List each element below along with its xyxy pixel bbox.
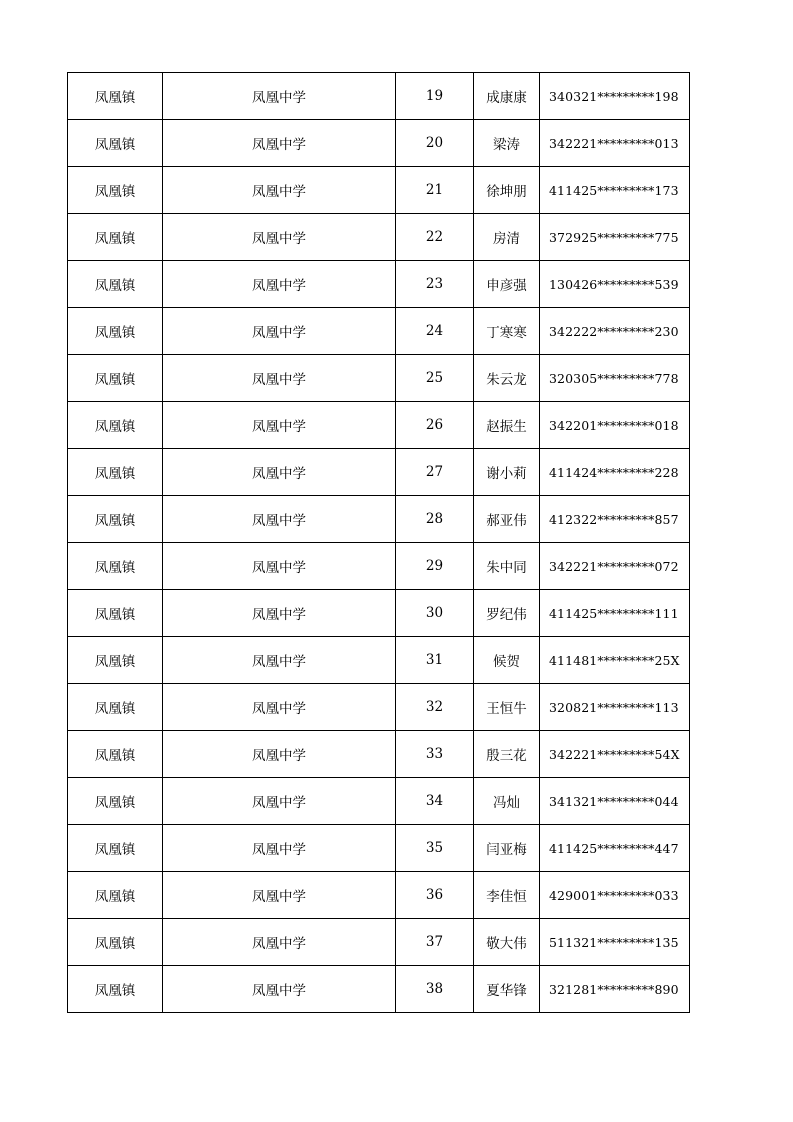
name-cell: 朱中同 xyxy=(474,543,540,590)
school-cell: 凤凰中学 xyxy=(163,214,396,261)
school-cell: 凤凰中学 xyxy=(163,402,396,449)
name-cell: 殷三花 xyxy=(474,731,540,778)
number-cell: 20 xyxy=(396,120,474,167)
town-cell: 凤凰镇 xyxy=(68,402,163,449)
number-cell: 19 xyxy=(396,73,474,120)
school-cell: 凤凰中学 xyxy=(163,966,396,1013)
school-cell: 凤凰中学 xyxy=(163,120,396,167)
school-cell: 凤凰中学 xyxy=(163,543,396,590)
table-row xyxy=(68,778,690,825)
school-cell: 凤凰中学 xyxy=(163,872,396,919)
number-cell: 26 xyxy=(396,402,474,449)
name-cell: 房清 xyxy=(474,214,540,261)
town-cell: 凤凰镇 xyxy=(68,731,163,778)
school-cell: 凤凰中学 xyxy=(163,684,396,731)
table-row xyxy=(68,308,690,355)
id-number-cell: 372925*********775 xyxy=(540,214,690,261)
name-cell: 梁涛 xyxy=(474,120,540,167)
number-cell: 34 xyxy=(396,778,474,825)
id-number-cell: 320821*********113 xyxy=(540,684,690,731)
name-cell: 谢小莉 xyxy=(474,449,540,496)
name-cell: 冯灿 xyxy=(474,778,540,825)
name-cell: 成康康 xyxy=(474,73,540,120)
name-cell: 罗纪伟 xyxy=(474,590,540,637)
table-row xyxy=(68,590,690,637)
number-cell: 30 xyxy=(396,590,474,637)
table-row xyxy=(68,261,690,308)
id-number-cell: 411481*********25X xyxy=(540,637,690,684)
school-cell: 凤凰中学 xyxy=(163,825,396,872)
name-cell: 夏华锋 xyxy=(474,966,540,1013)
id-number-cell: 511321*********135 xyxy=(540,919,690,966)
name-cell: 丁寒寒 xyxy=(474,308,540,355)
town-cell: 凤凰镇 xyxy=(68,590,163,637)
name-cell: 赵振生 xyxy=(474,402,540,449)
table-row xyxy=(68,167,690,214)
number-cell: 23 xyxy=(396,261,474,308)
id-number-cell: 412322*********857 xyxy=(540,496,690,543)
school-cell: 凤凰中学 xyxy=(163,590,396,637)
table-row xyxy=(68,637,690,684)
number-cell: 22 xyxy=(396,214,474,261)
school-cell: 凤凰中学 xyxy=(163,355,396,402)
name-cell: 申彦强 xyxy=(474,261,540,308)
number-cell: 24 xyxy=(396,308,474,355)
number-cell: 27 xyxy=(396,449,474,496)
table-row xyxy=(68,402,690,449)
table-row xyxy=(68,449,690,496)
id-number-cell: 130426*********539 xyxy=(540,261,690,308)
number-cell: 25 xyxy=(396,355,474,402)
id-number-cell: 340321*********198 xyxy=(540,73,690,120)
id-number-cell: 429001*********033 xyxy=(540,872,690,919)
number-cell: 29 xyxy=(396,543,474,590)
table-row xyxy=(68,966,690,1013)
number-cell: 31 xyxy=(396,637,474,684)
town-cell: 凤凰镇 xyxy=(68,496,163,543)
number-cell: 28 xyxy=(396,496,474,543)
name-cell: 李佳恒 xyxy=(474,872,540,919)
name-cell: 徐坤朋 xyxy=(474,167,540,214)
number-cell: 33 xyxy=(396,731,474,778)
id-number-cell: 342221*********54X xyxy=(540,731,690,778)
town-cell: 凤凰镇 xyxy=(68,872,163,919)
school-cell: 凤凰中学 xyxy=(163,637,396,684)
school-cell: 凤凰中学 xyxy=(163,449,396,496)
id-number-cell: 342222*********230 xyxy=(540,308,690,355)
table-row xyxy=(68,684,690,731)
name-cell: 王恒牛 xyxy=(474,684,540,731)
table-row xyxy=(68,731,690,778)
name-cell: 郝亚伟 xyxy=(474,496,540,543)
table-row xyxy=(68,120,690,167)
table-row xyxy=(68,543,690,590)
school-cell: 凤凰中学 xyxy=(163,308,396,355)
id-number-cell: 411424*********228 xyxy=(540,449,690,496)
id-number-cell: 411425*********173 xyxy=(540,167,690,214)
id-number-cell: 320305*********778 xyxy=(540,355,690,402)
town-cell: 凤凰镇 xyxy=(68,167,163,214)
name-cell: 闫亚梅 xyxy=(474,825,540,872)
school-cell: 凤凰中学 xyxy=(163,919,396,966)
town-cell: 凤凰镇 xyxy=(68,919,163,966)
name-cell: 候贺 xyxy=(474,637,540,684)
town-cell: 凤凰镇 xyxy=(68,449,163,496)
id-number-cell: 342221*********013 xyxy=(540,120,690,167)
table-row xyxy=(68,872,690,919)
table-row xyxy=(68,73,690,120)
school-cell: 凤凰中学 xyxy=(163,496,396,543)
roster-table xyxy=(67,72,690,1013)
id-number-cell: 411425*********111 xyxy=(540,590,690,637)
number-cell: 21 xyxy=(396,167,474,214)
school-cell: 凤凰中学 xyxy=(163,73,396,120)
town-cell: 凤凰镇 xyxy=(68,73,163,120)
table-row xyxy=(68,919,690,966)
town-cell: 凤凰镇 xyxy=(68,825,163,872)
table-row xyxy=(68,825,690,872)
number-cell: 37 xyxy=(396,919,474,966)
school-cell: 凤凰中学 xyxy=(163,167,396,214)
id-number-cell: 341321*********044 xyxy=(540,778,690,825)
id-number-cell: 342221*********072 xyxy=(540,543,690,590)
town-cell: 凤凰镇 xyxy=(68,261,163,308)
name-cell: 敬大伟 xyxy=(474,919,540,966)
town-cell: 凤凰镇 xyxy=(68,355,163,402)
town-cell: 凤凰镇 xyxy=(68,966,163,1013)
table-row xyxy=(68,355,690,402)
id-number-cell: 342201*********018 xyxy=(540,402,690,449)
town-cell: 凤凰镇 xyxy=(68,214,163,261)
school-cell: 凤凰中学 xyxy=(163,261,396,308)
table-row xyxy=(68,496,690,543)
name-cell: 朱云龙 xyxy=(474,355,540,402)
town-cell: 凤凰镇 xyxy=(68,543,163,590)
table-row xyxy=(68,214,690,261)
number-cell: 32 xyxy=(396,684,474,731)
number-cell: 35 xyxy=(396,825,474,872)
school-cell: 凤凰中学 xyxy=(163,731,396,778)
id-number-cell: 321281*********890 xyxy=(540,966,690,1013)
town-cell: 凤凰镇 xyxy=(68,308,163,355)
id-number-cell: 411425*********447 xyxy=(540,825,690,872)
town-cell: 凤凰镇 xyxy=(68,637,163,684)
number-cell: 38 xyxy=(396,966,474,1013)
town-cell: 凤凰镇 xyxy=(68,120,163,167)
number-cell: 36 xyxy=(396,872,474,919)
school-cell: 凤凰中学 xyxy=(163,778,396,825)
town-cell: 凤凰镇 xyxy=(68,778,163,825)
roster-table-body xyxy=(68,73,690,1013)
town-cell: 凤凰镇 xyxy=(68,684,163,731)
